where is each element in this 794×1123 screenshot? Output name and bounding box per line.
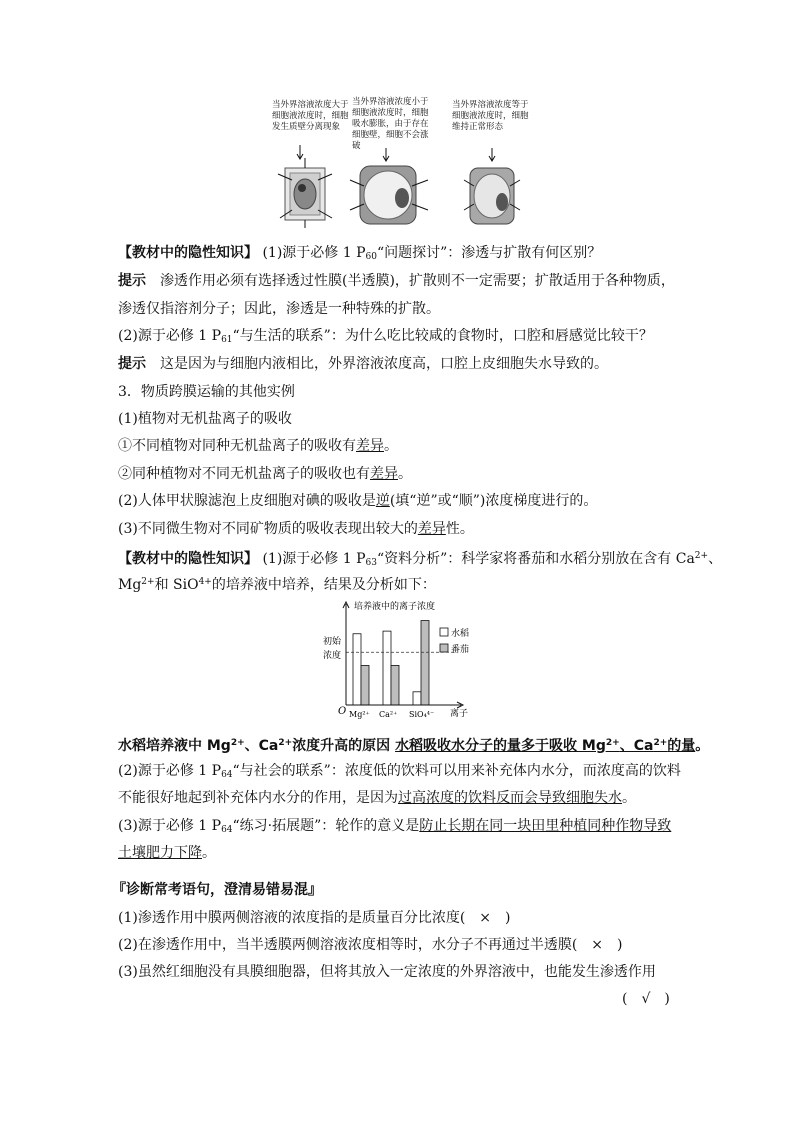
section-3-title: 3．物质跨膜运输的其他实例 bbox=[118, 384, 295, 400]
bar-tomato-3 bbox=[421, 621, 429, 705]
hidden-knowledge-2-q2: (2)源于必修 1 $P_{64}“$与社会的联系”：浓度低的饮料可以用来补充体内水分，而浓度高的饮料 bbox=[118, 763, 681, 780]
section-3-item-1b: ②同种植物对不同无机盐离子的吸收也有差异。 bbox=[118, 466, 412, 482]
bar-tomato-1 bbox=[361, 665, 369, 705]
hidden-knowledge-q2: (2)源于必修 1 $P_{61}“$与生活的联系”：为什么吃比较咸的食物时，口腔和唇感觉比较干？ bbox=[118, 328, 653, 345]
hidden-knowledge-2-q3-line2: 土壤肥力下降。 bbox=[118, 845, 216, 861]
bar-rice-1 bbox=[353, 634, 361, 705]
bar-rice-2 bbox=[383, 631, 391, 705]
hidden-knowledge-2-q1-line2: $Mg^{2+}$和 SiO$^{4+}$的培养液中培养，结果及分析如下： bbox=[118, 577, 436, 593]
legend-label: 水稻 bbox=[451, 629, 470, 639]
bar-rice-3 bbox=[413, 692, 421, 705]
diagnose-item-2: (2)在渗透作用中，当半透膜两侧溶液浓度相等时，水分子不再通过半透膜( × ) bbox=[118, 937, 623, 953]
rice-reason: 水稻培养液中 $Mg^{2+}$、$Ca^{2+}$浓度升高的原因 水稻吸收水分子的量多于吸收 $Mg^{2+}$、$Ca^{2+}$的量。 bbox=[118, 738, 710, 754]
diagnose-title: 『诊断常考语句，澄清易错易混』 bbox=[112, 882, 322, 898]
chart-y-label: 培养液中的离子浓度 bbox=[354, 602, 436, 612]
chart-bars bbox=[353, 621, 429, 705]
x-tick-label: Ca²⁺ bbox=[379, 710, 398, 719]
section-3-sub-1: (1)植物对无机盐离子的吸收 bbox=[118, 411, 292, 427]
cell-illustrations bbox=[270, 140, 530, 230]
legend-label: 番茄 bbox=[451, 645, 470, 655]
cell-caption-3: 当外界溶液浓度等于细胞液浓度时，细胞维持正常形态 bbox=[452, 100, 529, 132]
tip-1-line-2: 渗透仅指溶剂分子；因此，渗透是一种特殊的扩散。 bbox=[118, 301, 440, 317]
hidden-knowledge-2-q2-line2: 不能很好地起到补充体内水分的作用，是因为过高浓度的饮料反而会导致细胞失水。 bbox=[118, 790, 636, 806]
hidden-knowledge-2-q3: (3)源于必修 1 $P_{64}“$练习·拓展题”：轮作的意义是防止长期在同一块田里种植同种作物导致 bbox=[118, 818, 672, 835]
x-tick-label: Mg²⁺ bbox=[349, 710, 370, 719]
legend-swatch bbox=[440, 644, 448, 652]
tip-2: 提示 这是因为与细胞内液相比，外界溶液浓度高，口腔上皮细胞失水导致的。 bbox=[118, 356, 608, 372]
cell-caption-1: 当外界溶液浓度大于细胞液浓度时，细胞发生质壁分离现象 bbox=[272, 100, 349, 132]
chart-x-ticks bbox=[349, 710, 434, 719]
normal-cell bbox=[464, 168, 520, 224]
tip-1-line-1: 提示 渗透作用必须有选择透过性膜(半透膜)，扩散则不一定需要；扩散适用于各种物质， bbox=[118, 273, 675, 289]
hidden-knowledge-2-q1: 【教材中的隐性知识】 (1)源于必修 1 $P_{63}“$资料分析”：科学家将番茄和水稻分别放在含有 $Ca^{2+}$、 bbox=[118, 551, 723, 568]
hidden-knowledge-q1: 【教材中的隐性知识】 (1)源于必修 1 $P_{60}“$问题探讨”：渗透与扩散有何区别？ bbox=[118, 245, 602, 262]
section-3-sub-2: (2)人体甲状腺滤泡上皮细胞对碘的吸收是逆(填“逆”或“顺”)浓度梯度进行的。 bbox=[118, 493, 598, 509]
plasmolysis-cell bbox=[278, 158, 332, 228]
legend-swatch bbox=[440, 628, 448, 636]
section-3-item-1a: ①不同植物对同种无机盐离子的吸收有差异。 bbox=[118, 438, 398, 454]
x-tick-label: SiO₄⁴⁻ bbox=[409, 710, 435, 719]
chart-x-label: 离子 bbox=[450, 709, 469, 719]
chart-baseline-label-2: 浓度 bbox=[323, 651, 342, 661]
diagnose-item-1: (1)渗透作用中膜两侧溶液的浓度指的是质量百分比浓度( × ) bbox=[118, 910, 511, 926]
cell-caption-2: 当外界溶液浓度小于细胞液浓度时，细胞吸水膨胀，由于存在细胞壁，细胞不会涨破 bbox=[352, 97, 429, 151]
bar-tomato-2 bbox=[391, 665, 399, 705]
chart-legend bbox=[440, 627, 469, 655]
diagnose-item-3: (3)虽然红细胞没有具膜细胞器，但将其放入一定浓度的外界溶液中，也能发生渗透作用 bbox=[118, 964, 656, 980]
chart-baseline-label-1: 初始 bbox=[323, 637, 342, 647]
section-3-sub-3: (3)不同微生物对不同矿物质的吸收表现出较大的差异性。 bbox=[118, 521, 474, 537]
chart-origin: O bbox=[338, 706, 347, 717]
swelling-cell bbox=[350, 166, 428, 224]
ion-concentration-chart bbox=[318, 596, 478, 724]
diagnose-item-3-answer: ( √ ) bbox=[622, 991, 670, 1007]
